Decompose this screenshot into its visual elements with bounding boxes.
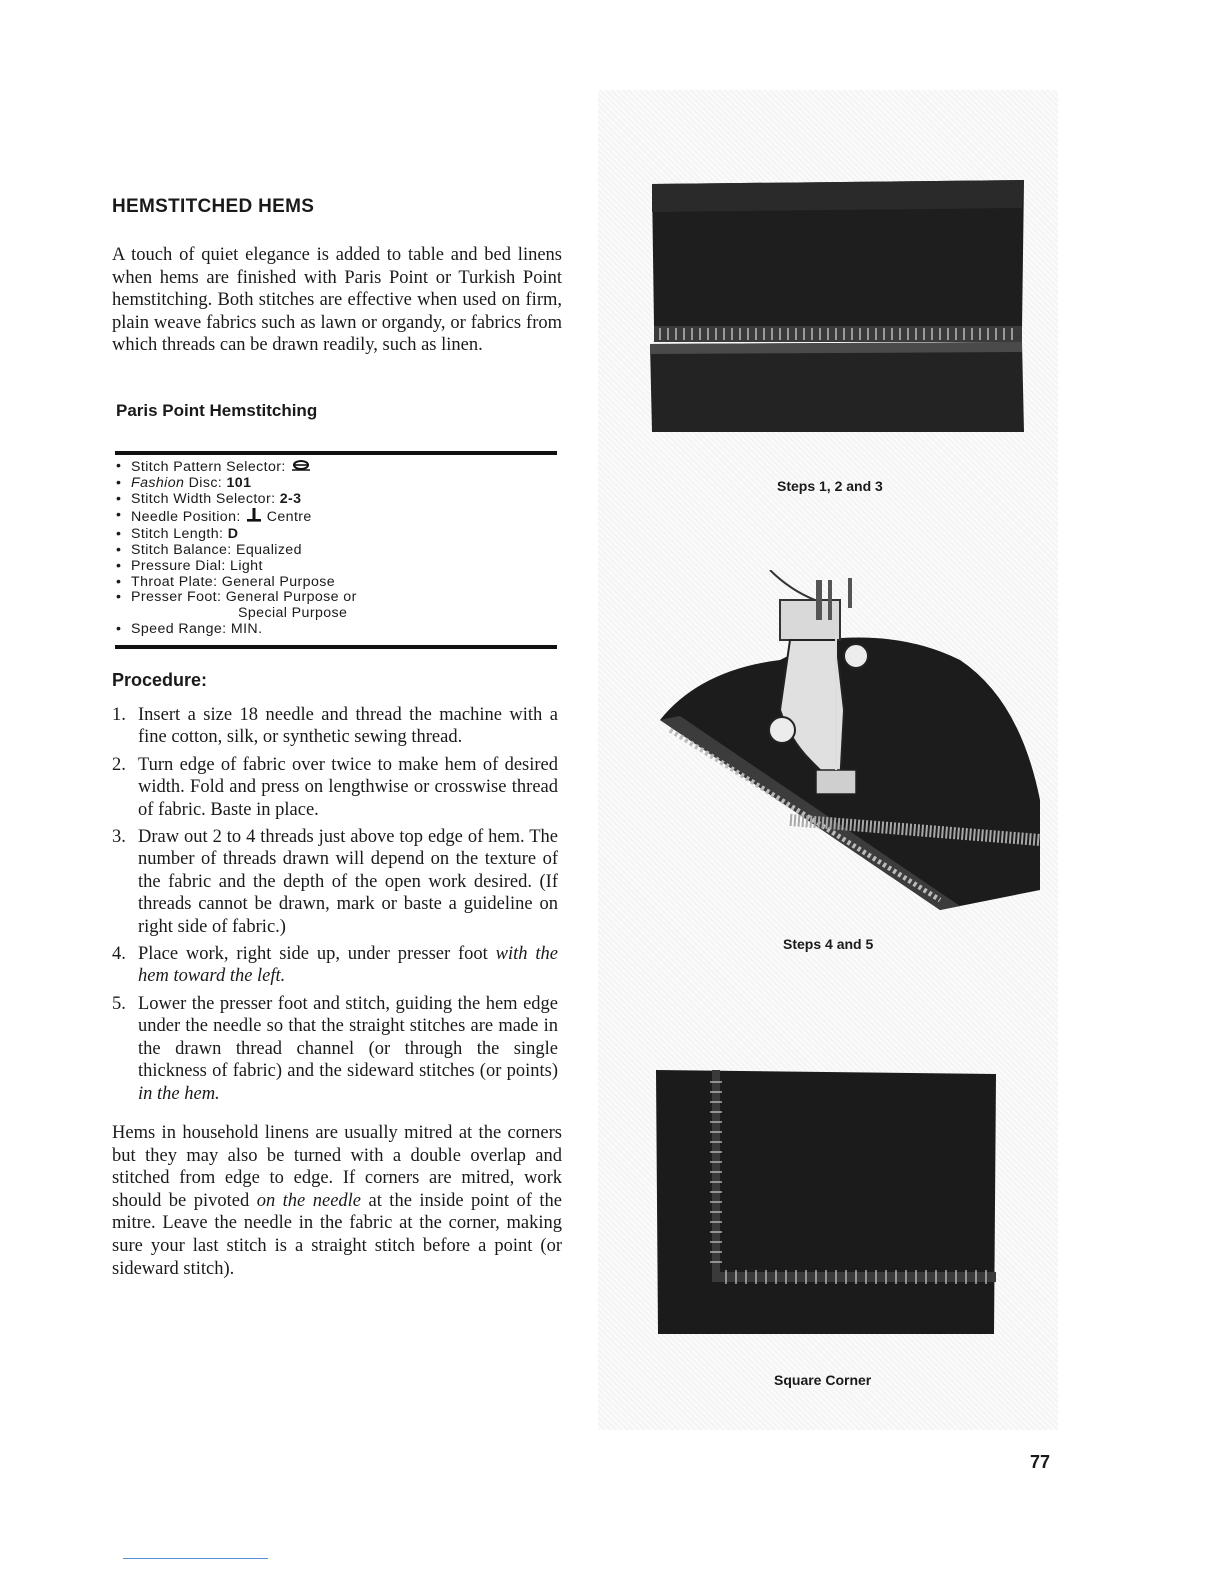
stitch-pattern-icon [292,459,310,476]
step-item: 1. Insert a size 18 needle and thread the machine with a fine cotton, silk, or synthetic sewing thread. [112,705,558,748]
setting-needle-position: • Needle Position: Centre [116,508,357,527]
setting-pressure-dial: • Pressure Dial: Light [116,559,357,575]
step-item: 3. Draw out 2 to 4 threads just above top edge of hem. The number of threads drawn will depend on the texture of the fabric and the depth of the open work desired. (If threads cannot be drawn, mark or baste a guideline on right side of fabric.) [112,827,558,937]
setting-stitch-length: • Stitch Length: D [116,527,357,543]
needle-position-icon [247,508,261,527]
setting-speed-range: • Speed Range: MIN. [116,622,357,638]
subheading: Paris Point Hemstitching [116,401,318,420]
figure-hem-drawn-threads [644,178,1030,434]
figure-square-corner [652,1068,998,1336]
setting-fashion-disc: • Fashion Disc: 101 [116,476,357,492]
step-item: 2. Turn edge of fabric over twice to make hem of desired width. Fold and press on lengthwise or crosswise thread of fabric. Baste in place. [112,754,558,820]
intro-paragraph: A touch of quiet elegance is added to table and bed linens when hems are finished with Paris Point or Turkish Point hemstitching. Both stitches are effective when used on firm, plain weave fabrics such as lawn or organdy, or fabrics from which threads can be drawn readily, such as linen. [112,245,562,356]
procedure-steps [112,704,558,1110]
settings-top-rule [115,451,557,455]
figure-presser-foot-stitching [640,570,1050,916]
setting-stitch-width: • Stitch Width Selector: 2-3 [116,492,357,508]
setting-stitch-balance: • Stitch Balance: Equalized [116,543,357,559]
page-number: 77 [1030,1452,1051,1472]
procedure-heading: Procedure: [112,670,208,690]
step-item: 5. Lower the presser foot and stitch, guiding the hem edge under the needle so that the straight stitches are made in the drawn thread channel (or through the single thickness of fabric) and the sideward stitches (or points) in the hem. [112,993,558,1104]
setting-presser-foot: • Presser Foot: General Purpose or Special Purpose [116,590,357,622]
settings-list [116,459,357,638]
setting-throat-plate: • Throat Plate: General Purpose [116,575,357,591]
closing-paragraph: Hems in household linens are usually mitred at the corners but they may also be turned with a double overlap and stitched from edge to edge. If corners are mitred, work should be pivoted on the needle at the inside point of the mitre. Leave the needle in the fabric at the corner, making sure your last stitch is a straight stitch before a point (or sideward stitch). [112,1123,563,1279]
footer-rule [123,1558,268,1559]
section-title: HEMSTITCHED HEMS [112,196,315,217]
settings-bottom-rule [115,645,557,649]
caption-steps-1-2-3: Steps 1, 2 and 3 [777,478,883,494]
caption-square-corner: Square Corner [774,1372,872,1388]
setting-stitch-pattern: • Stitch Pattern Selector: [116,459,357,476]
caption-steps-4-5: Steps 4 and 5 [783,936,874,952]
step-item: 4. Place work, right side up, under presser foot with the hem toward the left. [112,944,558,987]
